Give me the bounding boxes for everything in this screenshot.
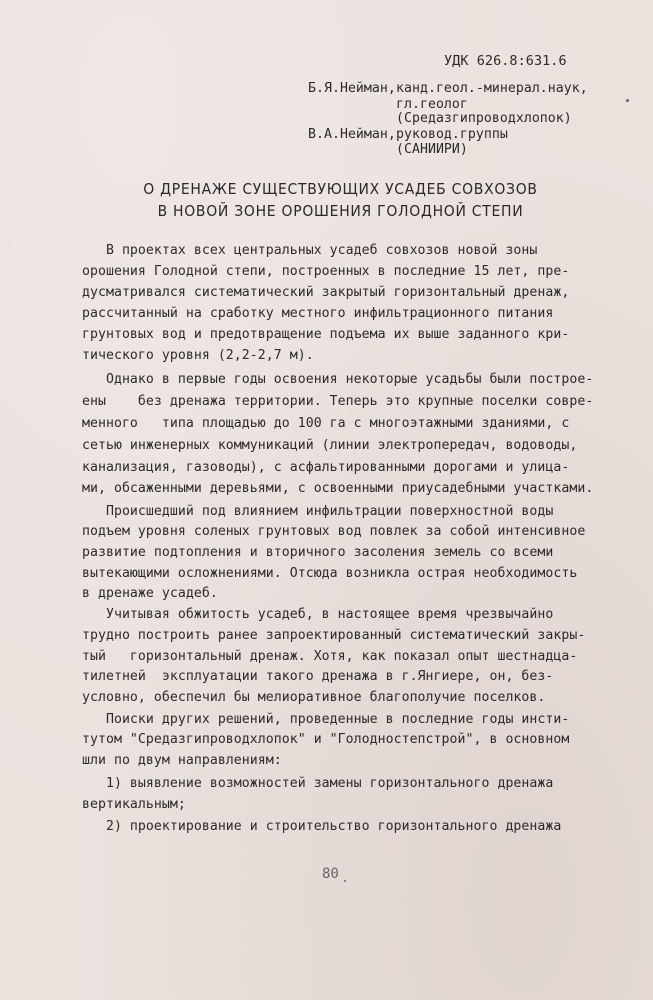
body-line: в дренаже усадеб. <box>82 586 218 601</box>
author-1-name: Б.Я.Нейман, <box>308 81 396 96</box>
article-title-line-1: О ДРЕНАЖЕ СУЩЕСТВУЮЩИХ УСАДЕБ СОВХОЗОВ <box>143 180 538 198</box>
ink-speck <box>344 880 346 882</box>
author-2-name: В.А.Нейман, <box>308 127 396 142</box>
body-line: вытекающими осложнениями. Отсюда возникла острая необходимость <box>82 566 578 581</box>
body-line: тилетней эксплуатации такого дренажа в г.Янгиере, он, без- <box>82 669 554 684</box>
body-line: канализация, газоводы), с асфальтированными дорогами и улица- <box>82 460 570 475</box>
author-2-organization: (САНИИРИ) <box>396 142 468 157</box>
ink-speck <box>626 99 629 102</box>
body-line: ены без дренажа территории. Теперь это крупные поселки совре- <box>82 394 594 409</box>
body-line: Учитывая обжитость усадеб, в настоящее время чрезвычайно <box>82 607 554 622</box>
body-line: ми, обсаженными деревьями, с освоенными приусадебными участками. <box>82 481 594 496</box>
author-2-position: руковод.группы <box>396 127 508 142</box>
author-1-position: гл.геолог <box>396 97 468 112</box>
body-line: тического уровня (2,2-2,7 м). <box>82 348 314 363</box>
body-line: В проектах всех центральных усадеб совхозов новой зоны <box>82 243 538 258</box>
body-line: рассчитанный на сработку местного инфильтрационного питания <box>82 306 554 321</box>
body-line: условно, обеспечил бы мелиоративное благополучие поселков. <box>82 690 546 705</box>
body-line: шли по двум направлениям: <box>82 753 282 768</box>
body-line: развитие подтопления и вторичного засоления земель со всеми <box>82 545 554 560</box>
body-line: вертикальным; <box>82 797 186 812</box>
author-1-degree: канд.геол.-минерал.наук, <box>396 81 588 96</box>
body-line: орошения Голодной степи, построенных в последние 15 лет, пре- <box>82 264 570 279</box>
body-line: Происшедший под влиянием инфильтрации поверхностной воды <box>82 504 554 519</box>
page-number: 80 <box>322 866 339 882</box>
body-line: 2) проектирование и строительство горизонтального дренажа <box>82 819 562 834</box>
body-line: тутом "Средазгипроводхлопок" и "Голодностепстрой", в основном <box>82 732 570 747</box>
udk-code: УДК 626.8:631.6 <box>444 53 567 69</box>
body-line: сетью инженерных коммуникаций (линии электропередач, водоводы, <box>82 438 578 453</box>
body-line: 1) выявление возможностей замены горизонтального дренажа <box>82 776 554 791</box>
author-1-organization: (Средазгипроводхлопок) <box>396 111 572 126</box>
body-line: Однако в первые годы освоения некоторые усадьбы были построе- <box>82 372 594 387</box>
body-line: подъем уровня соленых грунтовых вод повлек за собой интенсивное <box>82 524 586 539</box>
body-line: тый горизонтальный дренаж. Хотя, как показал опыт шестнадца- <box>82 649 578 664</box>
body-line: Поиски других решений, проведенные в последние годы инсти- <box>82 712 570 727</box>
body-line: менного типа площадью до 100 га с многоэтажными зданиями, с <box>82 416 570 431</box>
article-title-line-2: В НОВОЙ ЗОНЕ ОРОШЕНИЯ ГОЛОДНОЙ СТЕПИ <box>157 202 524 220</box>
body-line: грунтовых вод и предотвращение подъема их выше заданного кри- <box>82 327 570 342</box>
body-line: дусматривался систематический закрытый горизонтальный дренаж, <box>82 285 570 300</box>
body-line: трудно построить ранее запроектированный систематический закры- <box>82 628 586 643</box>
